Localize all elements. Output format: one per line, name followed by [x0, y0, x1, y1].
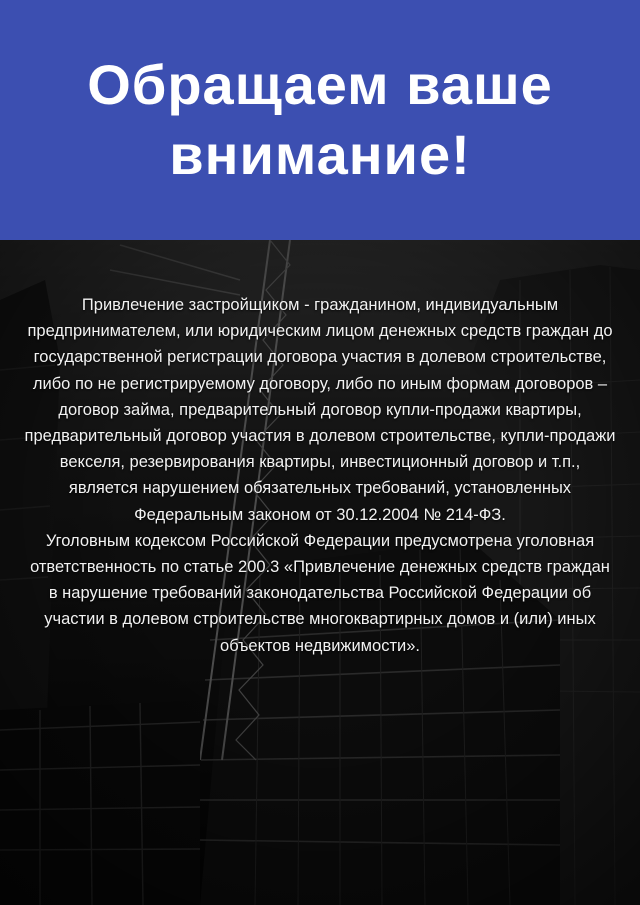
title-line-1: Обращаем ваше: [87, 53, 553, 116]
title-line-2: внимание!: [169, 123, 471, 186]
title-banner: [0, 0, 640, 240]
page-title: [87, 50, 553, 190]
paragraph-criminal-liability: Уголовным кодексом Российской Федерации предусмотрена уголовная ответственность по статье 200.3 «Привлечение денежных средств граждан в нарушение требований законодательства Российской Федерации об участии в долевом строительстве многоквартирных домов и (или) иных объектов недвижимости».: [30, 531, 610, 655]
paragraph-developer-obligations: Привлечение застройщиком - гражданином, индивидуальным предпринимателем, или юридическим лицом денежных средств граждан до государственной регистрации договора участия в долевом строительстве, либо по не регистрируемому договору, либо по иным формам договоров – договор займа, предварительный договор купли-продажи квартиры, предварительный договор участия в долевом строительстве, купли-продажи векселя, резервирования квартиры, инвестиционный договор и т.п., является нарушением обязательных требований, установленных Федеральным законом от 30.12.2004 № 214-ФЗ.: [24, 296, 616, 524]
notice-text: [24, 292, 616, 659]
